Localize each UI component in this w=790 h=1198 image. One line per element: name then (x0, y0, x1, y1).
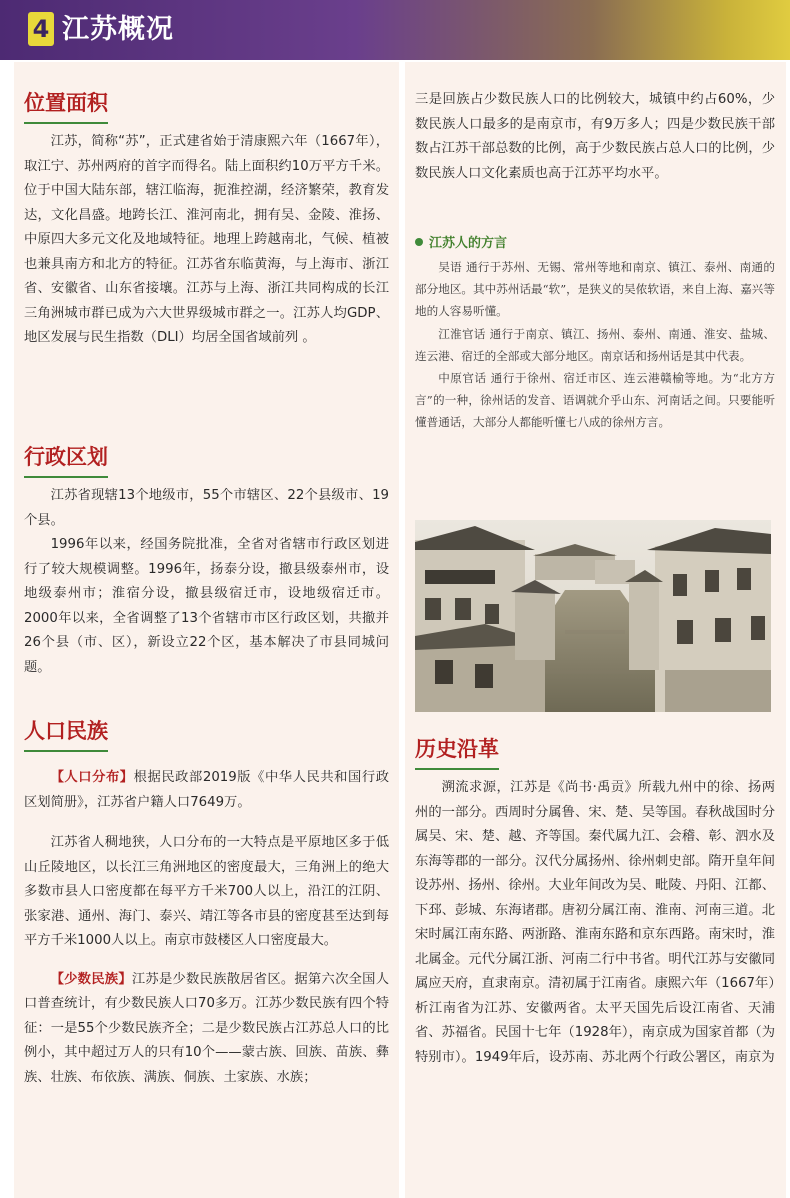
left-column (14, 62, 399, 1198)
section-population (24, 716, 389, 1090)
section-title-admin: 行政区划 (24, 442, 389, 478)
paragraph: 江苏省现辖13个地级市，55个市辖区、22个县级市、19个县。 (24, 488, 389, 528)
section-title-history: 历史沿革 (415, 734, 775, 770)
paragraph: 溯流求源，江苏是《尚书·禹贡》所载九州中的徐、扬两州的一部分。西周时分属鲁、宋、楚、吴等国。春秋战国时分属吴、宋、楚、越、齐等国。秦代属九江、会稽、彰、泗水及东海等郡的一部分。汉代分属扬州、徐州刺史部。隋开皇年间设苏州、扬州、徐州。大业年间改为吴、毗陵、丹阳、江都、下邳、彭城、东海诸郡。唐初分属江南、淮南、河南三道。北宋时属江南东路、两浙路、淮南东路和京东西路。南宋时，淮北属金。元代分属江浙、河南二行中书省。明代江苏与安徽同属应天府，直隶南京。清初属于江南省。康熙六年（1667年）析江南省为江苏、安徽两省。太平天国先后设江南省、天浦省、苏福省。民国十七年（1928年），南京成为国家首都（为特别市）。1949年后，设苏南、苏北两个行政公署区，南京为 (415, 780, 775, 1065)
minority-paragraph: 【少数民族】江苏是少数民族散居省区。据第六次全国人口普查统计，有少数民族人口70多万。江苏少数民族有四个特征：一是55个少数民族齐全；二是少数民族占江苏总人口的比例小，其中超过万人的只有10个——蒙古族、回族、苗族、彝族、壮族、布依族、满族、侗族、土家族、水族； (24, 971, 390, 1085)
canal-town-photo (415, 520, 771, 712)
page-header (0, 0, 790, 60)
page-title: 江苏概况 (62, 14, 174, 45)
section-title-population: 人口民族 (24, 716, 389, 752)
paragraph: 江苏省人稠地狭，人口分布的一大特点是平原地区多于低山丘陵地区，以长江三角洲地区的密度最大，三角洲上的绝大多数市县人口密度都在每平方千米700人以上，沿江的江阴、张家港、通州、海门、泰兴、靖江等各市县的密度甚至达到每平方千米1000人以上。南京市鼓楼区人口密度最大。 (24, 835, 389, 948)
population-distribution: 【人口分布】根据民政部2019版《中华人民共和国行政区划简册》，江苏省户籍人口7649万。 (24, 770, 389, 810)
dialect-box (415, 232, 775, 434)
section-admin (24, 442, 389, 680)
paragraph: 江苏，简称“苏”，正式建省始于清康熙六年（1667年），取江宁、苏州两府的首字而得名。陆上面积约10万平方千米。位于中国大陆东部，辖江临海，扼淮控湖，经济繁荣，教育发达，文化昌盛。地跨长江、淮河南北，拥有吴、金陵、淮扬、中原四大多元文化及地域特征。地理上跨越南北，气候、植被也兼具南方和北方的特征。江苏省东临黄海，与上海市、浙江省、安徽省、山东省接壤。江苏与上海、浙江共同构成的长江三角洲城市群已成为六大世界级城市群之一。江苏人均GDP、地区发展与民生指数（DLI）均居全国省域前列 。 (24, 134, 389, 345)
section-history (415, 734, 775, 1070)
canal-illustration (415, 520, 771, 712)
dialect-paragraph: 江淮官话 通行于南京、镇江、扬州、泰州、南通、淮安、盐城、连云港、宿迁的全部或大部分地区。南京话和扬州话是其中代表。 (415, 326, 775, 363)
paragraph: 三是回族占少数民族人口的比例较大，城镇中约占60%，少数民族人口最多的是南京市，有9万多人；四是少数民族干部数占江苏干部总数的比例，高于少数民族占总人口的比例，少数民族人口文化素质也高于江苏平均水平。 (415, 92, 775, 181)
dialect-paragraph: 中原官话 通行于徐州、宿迁市区、连云港赣榆等地。为“北方方言”的一种，徐州话的发音、语调就介乎山东、河南话之间。只要能听懂普通话，大部分人都能听懂七八成的徐州方言。 (415, 371, 775, 430)
paragraph: 1996年以来，经国务院批准，全省对省辖市行政区划进行了较大规模调整。1996年，扬泰分设，撤县级泰州市，设地级泰州市；淮宿分设，撤县级宿迁市，设地级宿迁市。2000年以来，全省调整了13个省辖市市区行政区划，共撤并26个县（市、区），新设立22个区，基本解决了市县同城问题。 (24, 537, 389, 675)
dialect-paragraph: 吴语 通行于苏州、无锡、常州等地和南京、镇江、泰州、南通的部分地区。其中苏州话最“软”，是狭义的吴侬软语，来自上海、嘉兴等地的人容易听懂。 (415, 260, 775, 319)
section-title-location: 位置面积 (24, 88, 389, 124)
section-location (24, 88, 389, 351)
right-column (405, 62, 786, 1198)
tag-minority: 【少数民族】 (50, 971, 132, 987)
tag-distribution: 【人口分布】 (50, 770, 134, 785)
dialect-title: 江苏人的方言 (415, 232, 775, 256)
page-number: 4 (28, 12, 54, 46)
bullet-dot-icon (415, 238, 423, 246)
minority-continued (415, 88, 775, 186)
